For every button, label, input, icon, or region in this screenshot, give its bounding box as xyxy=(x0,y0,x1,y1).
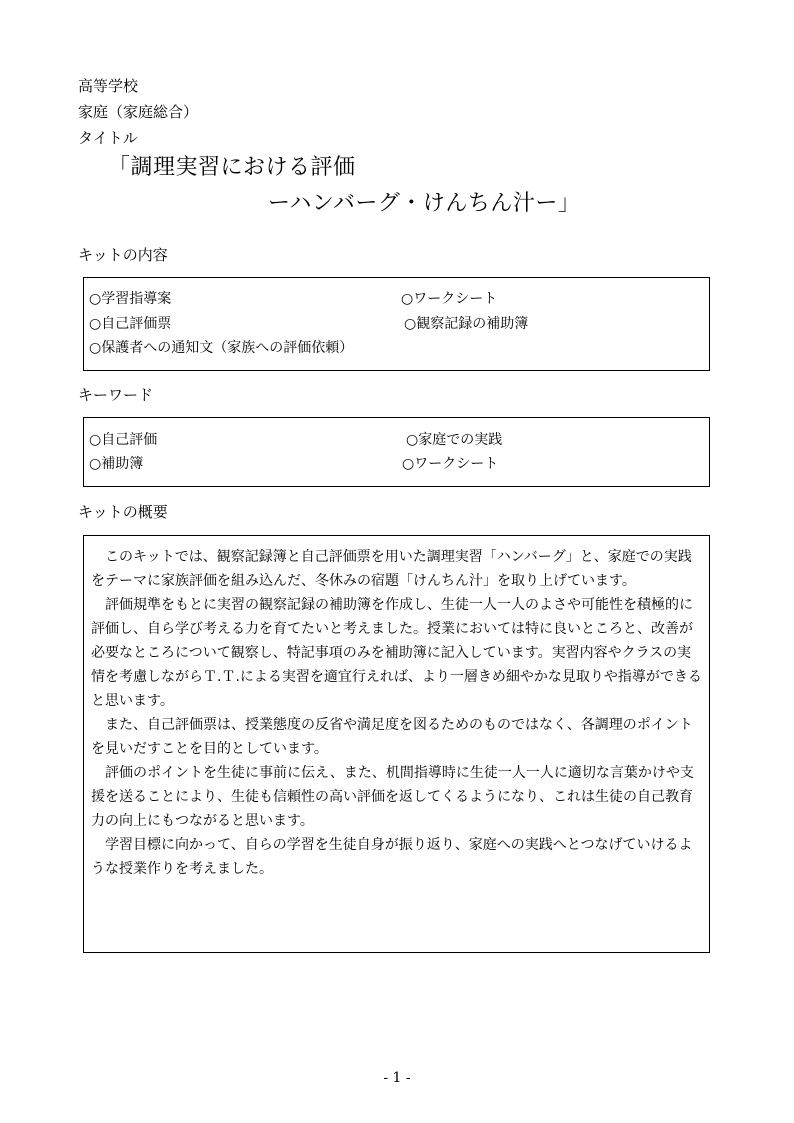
keywords-box xyxy=(83,417,710,487)
kit-item: ○自己評価票 xyxy=(89,316,172,332)
summary-paragraph: また、自己評価票は、授業態度の反省や満足度を図るためのものではなく、各調理のポイントを見いだすことを目的としています。 xyxy=(91,717,693,757)
summary-heading: キットの概要 xyxy=(78,503,168,521)
school-type: 高等学校 xyxy=(78,77,139,95)
summary-paragraph: 学習目標に向かって、自らの学習を生徒自身が振り返り、家庭への実践へとつなげていけるような授業作りを考えました。 xyxy=(91,837,693,877)
kit-item: ○観察記録の補助簿 xyxy=(404,316,529,332)
title-label: タイトル xyxy=(78,129,138,147)
keyword-item: ○自己評価 xyxy=(89,432,158,448)
keyword-item: ○家庭での実践 xyxy=(406,432,503,448)
kit-contents-heading: キットの内容 xyxy=(78,246,168,264)
kit-item: ○ワークシート xyxy=(401,291,498,307)
title-line-1: 「調理実習における評価 xyxy=(108,155,356,180)
summary-box xyxy=(83,535,710,953)
summary-paragraph: 評価のポイントを生徒に事前に伝え、また、机間指導時に生徒一人一人に適切な言葉かけや支援を送ることにより、生徒も信頼性の高い評価を返してくるようになり、これは生徒の自己教育力の向上にもつながると思います。 xyxy=(91,765,694,829)
keywords-heading: キーワード xyxy=(78,386,154,404)
summary-body xyxy=(91,545,705,881)
page-number: - 1 - xyxy=(383,1070,411,1086)
kit-item: ○保護者への通知文（家族への評価依頼） xyxy=(89,340,354,356)
title-line-2: ーハンバーグ・けんちん汁ー」 xyxy=(268,191,581,216)
subject: 家庭（家庭総合） xyxy=(78,103,199,121)
keyword-item: ○補助簿 xyxy=(89,456,144,472)
kit-item: ○学習指導案 xyxy=(89,291,172,307)
summary-paragraph: 評価規準をもとに実習の観察記録の補助簿を作成し、生徒一人一人のよさや可能性を積極的に評価し、自ら学び考える力を育てたいと考えました。授業においては特に良いところと、改善が必要なところについて観察し、特記事項のみを補助簿に記入しています。実習内容やクラスの実情を考慮しながらＴ.Ｔ.による実習を適宜行えれば、より一層きめ細やかな見取りや指導ができると思います。 xyxy=(91,597,702,709)
kit-contents-box xyxy=(83,277,710,371)
summary-paragraph: このキットでは、観察記録簿と自己評価票を用いた調理実習「ハンバーグ」と、家庭での実践をテーマに家族評価を組み込んだ、冬休みの宿題「けんちん汁」を取り上げています。 xyxy=(91,549,692,589)
keyword-item: ○ワークシート xyxy=(402,456,499,472)
